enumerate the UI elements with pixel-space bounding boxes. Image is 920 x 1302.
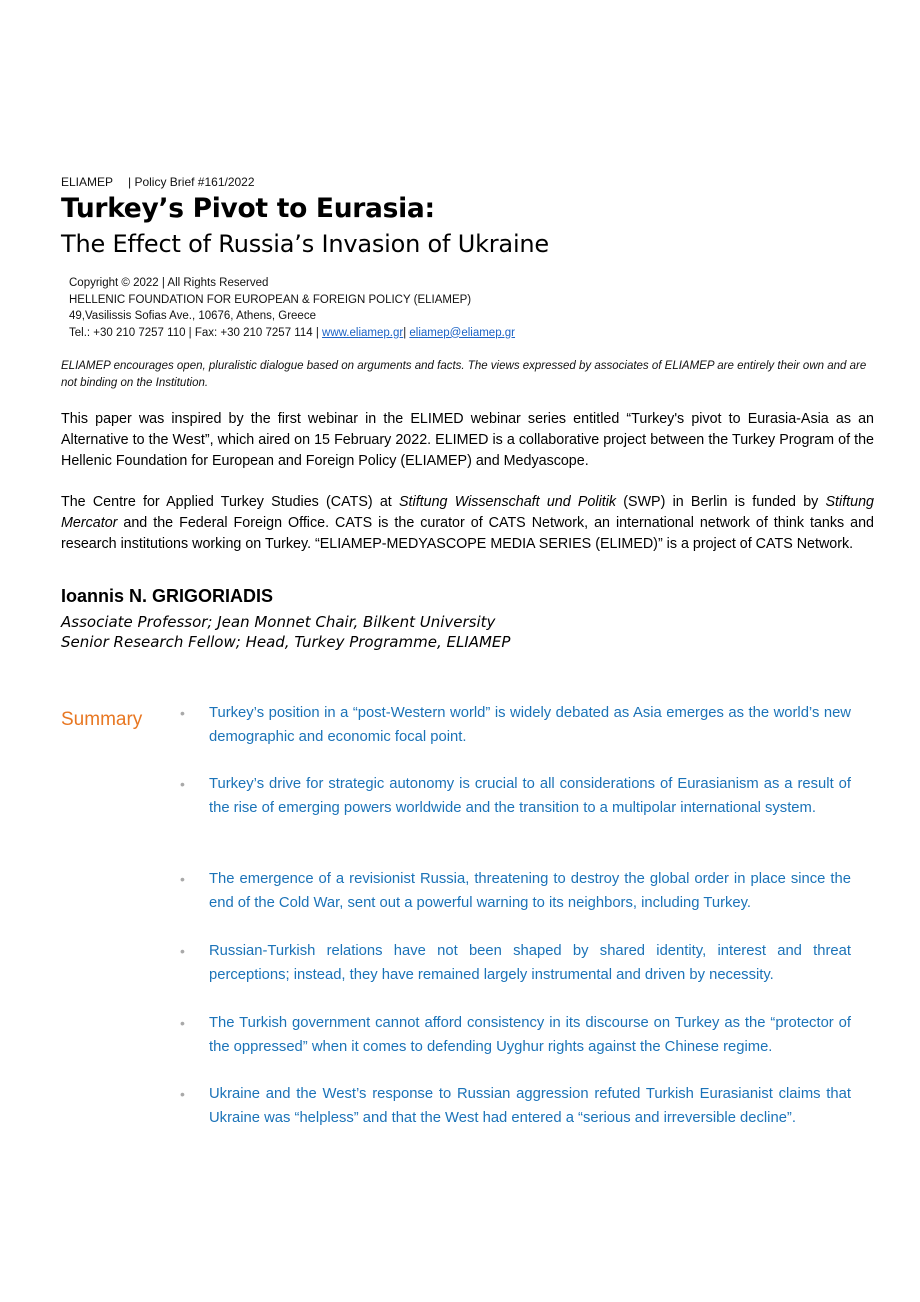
summary-item-text: The emergence of a revisionist Russia, threatening to destroy the global order in place since the end of the Cold War, sent out a powerful warning to its neighbors, including Turkey.	[209, 871, 851, 911]
separator: |	[312, 326, 323, 339]
bullet-icon: •	[180, 1015, 185, 1031]
summary-item-text: The Turkish government cannot afford consistency in its discourse on Turkey as the “protector of the oppressed” when it comes to defending Uyghur rights against the Chinese regime.	[209, 1015, 851, 1055]
bullet-icon: •	[180, 705, 185, 721]
intro-paragraph: This paper was inspired by the first webinar in the ELIMED webinar series entitled “Turkey's pivot to Eurasia-Asia as an Alternative to the West”, which aired on 15 February 2022. ELIMED is a collaborative project between the Turkey Program of the Hellenic Foundation for European and Foreign Policy (ELIAMEP) and Medyascope.	[61, 411, 874, 469]
copyright-block	[69, 275, 515, 341]
org-name: ELIAMEP	[61, 175, 114, 189]
contact-line	[69, 325, 515, 342]
phone-fax: Tel.: +30 210 7257 110 | Fax: +30 210 7257 114	[69, 326, 313, 339]
address-line: 49,Vasilissis Sofias Ave., 10676, Athens, Greece	[69, 310, 316, 322]
author-role: Associate Professor; Jean Monnet Chair, Bilkent University	[61, 613, 496, 631]
separator: |	[403, 326, 410, 339]
summary-heading: Summary	[61, 709, 143, 730]
author-role: Senior Research Fellow; Head, Turkey Programme, ELIAMEP	[61, 633, 511, 651]
text-segment-italic: Stiftung Mercator	[61, 494, 874, 531]
author-name: Ioannis N. GRIGORIADIS	[61, 586, 274, 606]
website-link[interactable]: www.eliamep.gr	[322, 326, 404, 339]
summary-item-text: Turkey’s drive for strategic autonomy is crucial to all considerations of Eurasianism as a result of the rise of emerging powers worldwide and the transition to a multipolar international system.	[209, 776, 851, 816]
text-segment: (SWP) in Berlin is funded by	[616, 494, 826, 510]
brief-number: | Policy Brief #161/2022	[128, 175, 255, 189]
email-link[interactable]: eliamep@eliamep.gr	[409, 326, 516, 339]
text-segment-italic: Stiftung Wissenschaft und Politik	[399, 494, 617, 510]
bullet-icon: •	[180, 1086, 185, 1102]
cats-paragraph	[61, 492, 874, 555]
bullet-icon: •	[180, 871, 185, 887]
text-segment: and the Federal Foreign Office. CATS is the curator of CATS Network, an international network of think tanks and research institutions working on Turkey. “ELIAMEP-MEDYASCOPE MEDIA SERIES (ELIMED)” is a project of CATS Network.	[61, 515, 874, 552]
copyright-line: Copyright © 2022 | All Rights Reserved	[69, 277, 269, 289]
foundation-name: HELLENIC FOUNDATION FOR EUROPEAN & FOREIGN POLICY (ELIAMEP)	[69, 293, 472, 306]
brief-header	[61, 175, 255, 189]
page-subtitle: The Effect of Russia’s Invasion of Ukraine	[61, 230, 549, 258]
bullet-icon: •	[180, 776, 185, 792]
summary-item-text: Russian-Turkish relations have not been shaped by shared identity, interest and threat perceptions; instead, they have remained largely instrumental and driven by necessity.	[209, 943, 851, 983]
text-segment: The Centre for Applied Turkey Studies (CATS) at	[61, 494, 400, 510]
summary-item-text: Turkey’s position in a “post-Western world” is widely debated as Asia emerges as the world’s new demographic and economic focal point.	[209, 705, 851, 745]
page-title: Turkey’s Pivot to Eurasia:	[61, 193, 435, 224]
bullet-icon: •	[180, 943, 185, 959]
disclaimer: ELIAMEP encourages open, pluralistic dialogue based on arguments and facts. The views expressed by associates of ELIAMEP are entirely their own and are not binding on the Institution.	[61, 360, 867, 389]
summary-item-text: Ukraine and the West’s response to Russian aggression refuted Turkish Eurasianist claims that Ukraine was “helpless” and that the West had entered a “serious and irreversible decline”.	[209, 1086, 851, 1126]
